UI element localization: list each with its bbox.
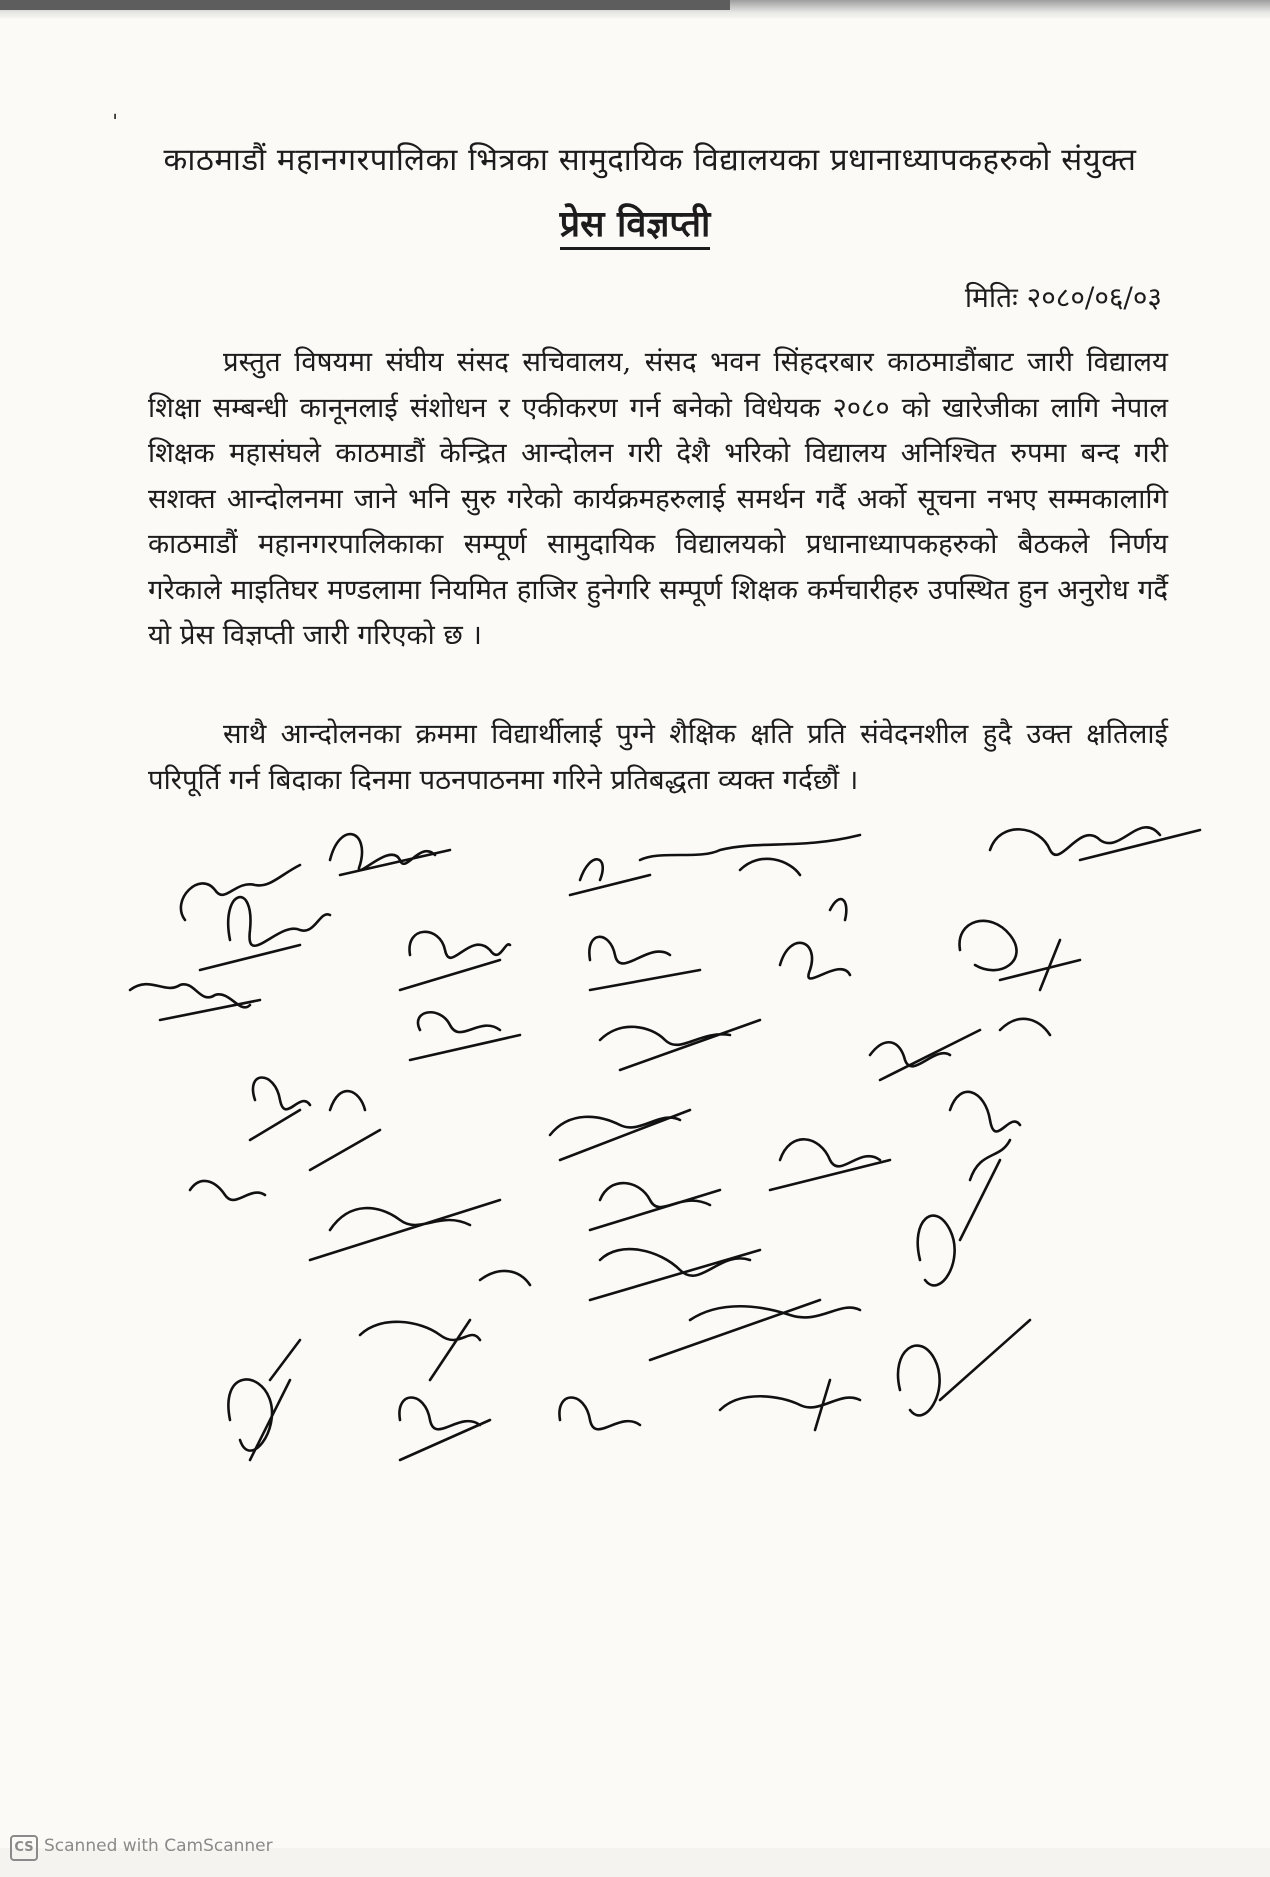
signature (410, 1012, 520, 1060)
signature (590, 1183, 720, 1230)
signature (898, 1320, 1030, 1415)
signature (228, 1340, 300, 1460)
signature (310, 1200, 500, 1260)
signature (190, 1181, 265, 1200)
signature (960, 921, 1080, 990)
body-paragraph-2: साथै आन्दोलनका क्रममा विद्यार्थीलाई पुग्ने शैक्षिक क्षति प्रति संवेदनशील हुदै उक्त क्षतिलाई परिपूर्ति गर्न बिदाका दिनमा पठनपाठनमा गरिने प्रतिबद्धता व्यक्त गर्दछौं । (148, 718, 1168, 796)
document-title-text: प्रेस विज्ञप्ती (560, 203, 711, 250)
signature (559, 1398, 640, 1430)
signature (780, 899, 850, 978)
signature (130, 984, 260, 1020)
signature (570, 835, 860, 895)
signature (918, 1160, 1000, 1285)
body-paragraph-1: प्रस्तुत विषयमा संघीय संसद सचिवालय, संसद भवन सिंहदरबार काठमाडौंबाट जारी विद्यालय शिक्षा सम्बन्धी कानूनलाई संशोधन र एकीकरण गर्न बनेको विधेयक २०८० को खारेजीका लागि नेपाल शिक्षक महासंघले काठमाडौं केन्द्रित आन्दोलन गरी देशै भरिको विद्यालय अनिश्चित रुपमा बन्द गरी सशक्त आन्दोलनमा जाने भनि सुरु गरेको कार्यक्रमहरुलाई समर्थन गर्दै अर्को सूचना नभए सम्मकालागि काठमाडौं महानगरपालिकाका सम्पूर्ण सामुदायिक विद्यालयको प्रधानाध्यापकहरुको बैठकले निर्णय गरेकाले माइतिघर मण्डलामा नियमित हाजिर हुनेगरि सम्पूर्ण शिक्षक कर्मचारीहरु उपस्थित हुन अनुरोध गर्दै यो प्रेस विज्ञप्ती जारी गरिएको छ । (148, 346, 1168, 651)
organization-line: काठमाडौं महानगरपालिका भित्रका सामुदायिक विद्यालयका प्रधानाध्यापकहरुको संयुक्त (163, 142, 1137, 178)
signature (200, 897, 330, 970)
camscanner-logo (10, 1835, 38, 1861)
signature (550, 1110, 690, 1160)
signature (181, 865, 300, 920)
signature (589, 937, 700, 990)
signature (720, 1380, 860, 1430)
margin-mark: ˈ (112, 112, 119, 137)
signature (330, 834, 450, 875)
signature (310, 1091, 380, 1170)
signature (1000, 1019, 1050, 1035)
signature (870, 1030, 980, 1080)
camscanner-logo-text: CS (14, 1840, 34, 1855)
signature (770, 1139, 890, 1190)
signatures-block (0, 780, 1270, 1540)
signature (650, 1300, 860, 1360)
signature (399, 1398, 490, 1461)
signature (950, 1092, 1020, 1180)
signature (250, 1078, 310, 1141)
signature (600, 1020, 760, 1070)
document-title (0, 198, 1270, 247)
signature (360, 1320, 480, 1380)
scanner-watermark: Scanned with CamScanner (44, 1836, 273, 1856)
scan-top-shadow (0, 0, 730, 10)
signature (990, 827, 1200, 860)
signature (480, 1271, 530, 1285)
document-date: मितिः २०८०/०६/०३ (964, 281, 1162, 314)
signature (740, 859, 800, 875)
signature (400, 932, 510, 990)
signature (590, 1249, 760, 1300)
signature-group (130, 827, 1200, 1460)
